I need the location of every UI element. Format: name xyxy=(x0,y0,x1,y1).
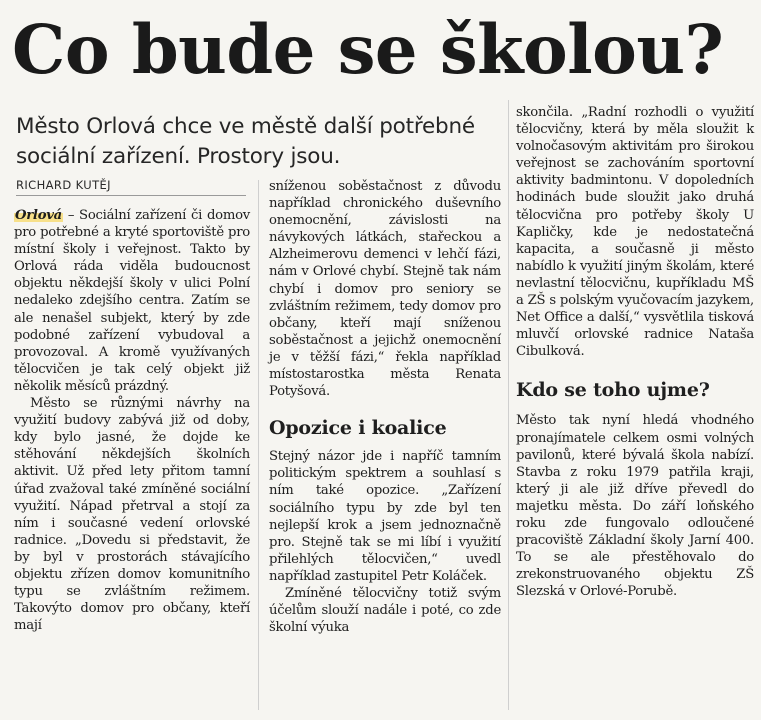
section-subhead: Opozice i koalice xyxy=(269,417,447,440)
section-subhead: Kdo se toho ujme? xyxy=(516,379,710,402)
paragraph: Zmíněné tělocvičny totiž svým účelům slouží nadále i poté, co zde školní výuka xyxy=(269,585,501,636)
article-column-3 xyxy=(516,104,754,600)
article-column-1 xyxy=(14,207,250,634)
byline: RICHARD KUTĚJ xyxy=(16,178,246,196)
column-divider xyxy=(258,180,259,710)
paragraph-text: – Sociální zařízení či domov pro potřebné a kryté sportoviště pro místní školy i veřejnost. Takto by Orlová ráda viděla budoucnost objektu někdejší školy v ulici Polní nedaleko zdejšího centra. Zatím se ale nenašel subjekt, který by zde podobné zařízení vybudoval a provozoval. A kromě využívaných tělocvičen je tak celý objekt již několik měsíců prázdný. xyxy=(14,208,250,394)
paragraph: Město se různými návrhy na využití budovy zabývá již od doby, kdy bylo jasné, že dojde ke stěhování někdejších školních aktivit. Už před lety přitom tamní úřad zvažoval také zmíněné sociální využití. Nápad přetrval a stojí za ním i současné vedení orlovské radnice. „Dovedu si představit, že by byl v prostorách stávajícího objektu zřízen domov komunitního typu se zvláštním režimem. Takovýto domov pro občany, kteří mají xyxy=(14,396,250,634)
dateline-place: Orlová xyxy=(15,208,62,223)
paragraph: Stejný názor jde i napříč tamním politickým spektrem a souhlasí s ním také opozice. „Zařízení sociálního typu by zde byl ten nejlepší krok a jsem jednoznačně pro. Stejně tak se mi líbí i využití přilehlých tělocvičen,“ uvedl například zastupitel Petr Koláček. xyxy=(269,449,501,584)
article-column-2 xyxy=(269,178,501,636)
lead-paragraph: Město Orlová chce ve městě další potřebné sociální zařízení. Prostory jsou. xyxy=(16,114,475,169)
paragraph xyxy=(14,207,250,395)
paragraph: skončila. „Radní rozhodli o využití tělocvičny, která by měla sloužit k volnočasovým aktivitám pro širokou veřejnost se zachováním sportovní aktivity badmintonu. V dopoledních hodinách bude sloužit jako druhá tělocvična pro potřeby školy U Kapličky, kde je nedostatečná kapacita, a současně ji město nabídlo k využití jiným školám, které nevlastní tělocvičnu, kupříkladu MŠ a ZŠ s polským vyučovacím jazykem, Net Office a další,“ vysvětlila tisková mluvčí orlovské radnice Nataša Cibulková. xyxy=(516,105,754,360)
paragraph: sníženou soběstačnost z důvodu například chronického duševního onemocnění, závislosti na návykových látkách, stařeckou a Alzheimerovu demenci v lehčí fázi, nám v Orlové chybí. Stejně tak nám chybí i domov pro seniory se zvláštním režimem, tedy domov pro občany, kteří mají sníženou soběstačnost a jejichž onemocnění je v těžší fázi,“ řekla například místostarostka města Renata Potyšová. xyxy=(269,179,501,400)
headline: Co bude se školou? xyxy=(12,10,724,89)
column-divider xyxy=(508,100,509,710)
paragraph: Město tak nyní hledá vhodného pronajímatele celkem osmi volných pavilonů, které bývalá škola nabízí. Stavba z roku 1979 patřila kraji, který ji ale již dříve převedl do majetku města. Do září loňského roku zde fungovalo odloučené pracoviště Základní školy Jarní 400. To se ale přestěhovalo do zrekonstruovaného objektu ZŠ Slezská v Orlové-Porubě. xyxy=(516,413,754,600)
